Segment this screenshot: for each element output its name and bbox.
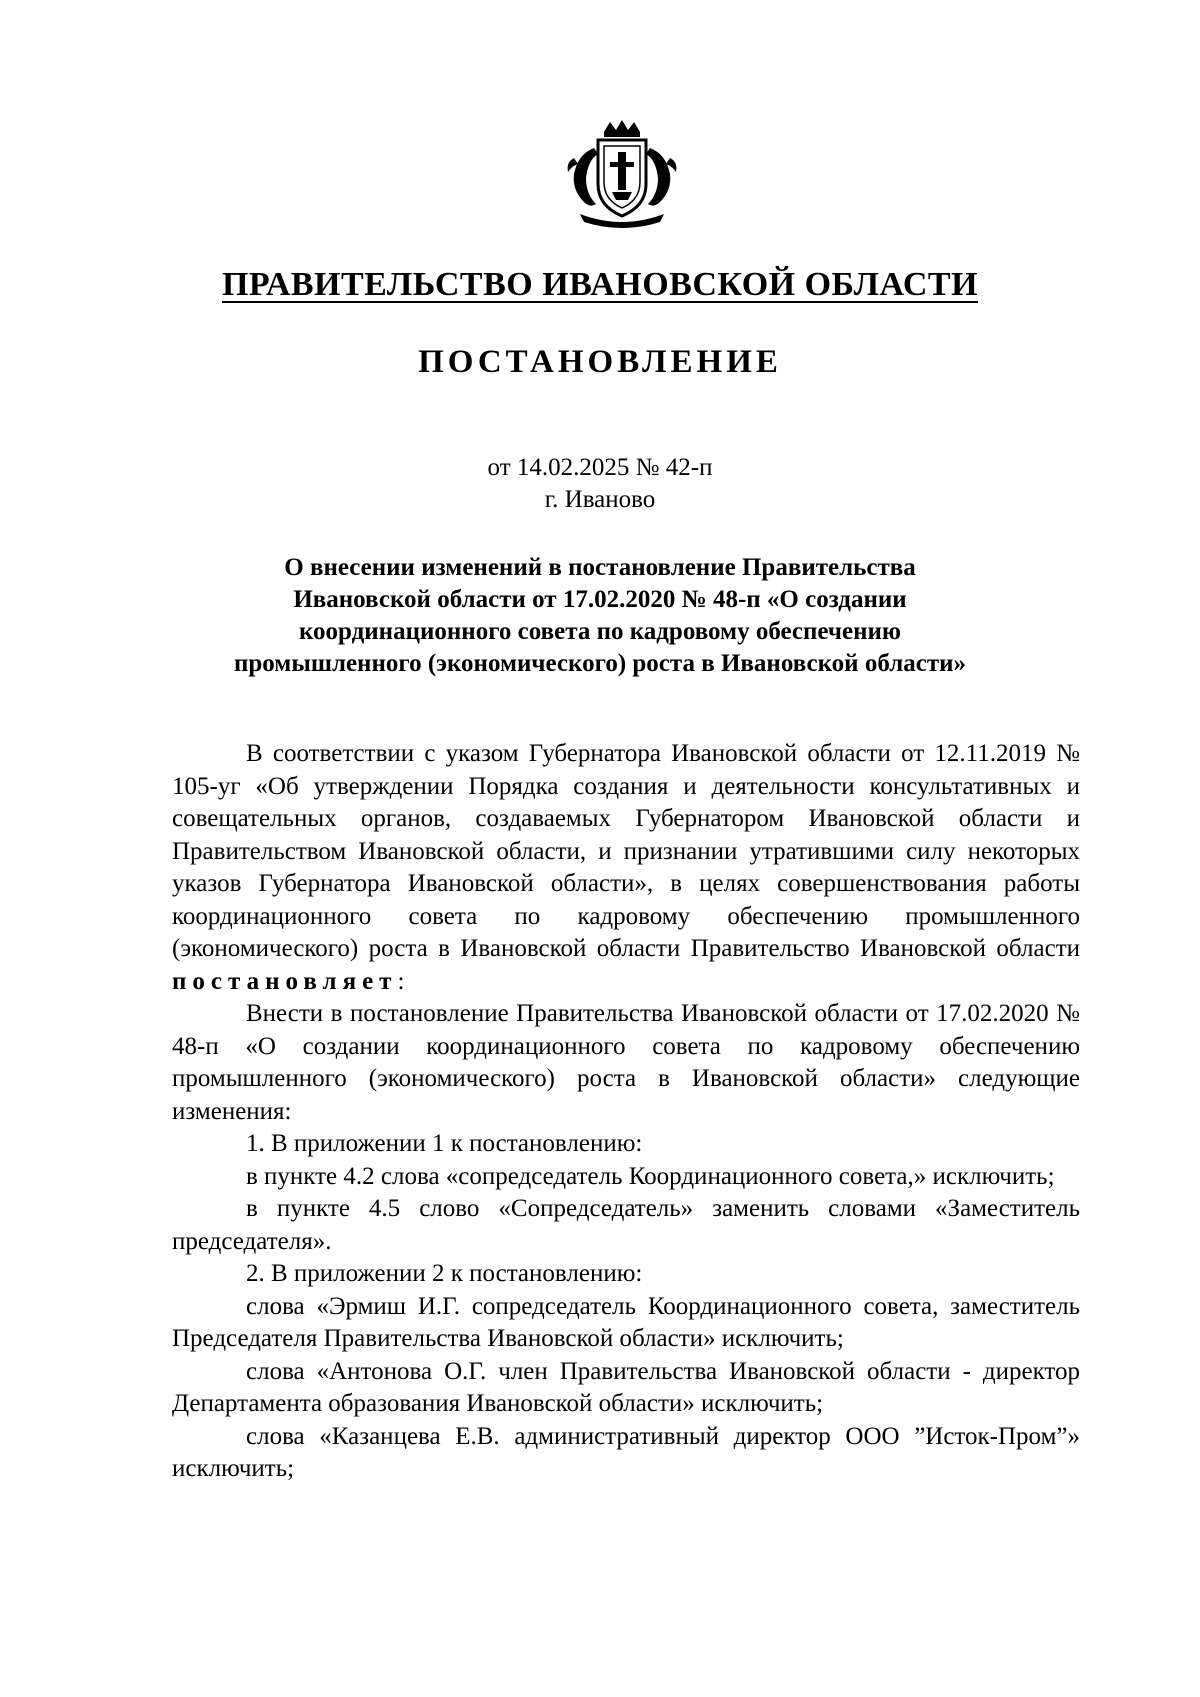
subject-line: О внесении изменений в постановление Правительства	[284, 554, 916, 581]
document-meta	[0, 452, 1200, 516]
ivanovo-coat-of-arms-icon	[560, 118, 684, 230]
government-title-text: ПРАВИТЕЛЬСТВО ИВАНОВСКОЙ ОБЛАСТИ	[221, 266, 979, 303]
government-title	[0, 266, 1200, 304]
body-paragraph: слова «Казанцева Е.В. административный директор ООО ”Исток-Пром”» исключить;	[172, 1422, 1080, 1482]
document-date-number: от 14.02.2025 № 42-п	[487, 454, 713, 481]
resolves-word: постановляет	[172, 967, 398, 995]
preamble-paragraph	[172, 738, 1080, 998]
document-type-title: ПОСТАНОВЛЕНИЕ	[418, 344, 782, 380]
body-paragraph: 2. В приложении 2 к постановлению:	[246, 1260, 643, 1287]
body-paragraph: 1. В приложении 1 к постановлению:	[246, 1130, 643, 1157]
body-paragraph: Внести в постановление Правительства Ивановской области от 17.02.2020 № 48-п «О создании координационного совета по кадровому обеспечению промышленного (экономического) роста в Ивановской области» следующие изменения:	[172, 1000, 1080, 1125]
body-paragraph: слова «Эрмиш И.Г. сопредседатель Координационного совета, заместитель Председателя Правительства Ивановской области» исключить;	[172, 1292, 1080, 1352]
body-paragraph: в пункте 4.2 слова «сопредседатель Координационного совета,» исключить;	[246, 1162, 1055, 1190]
subject-line: Ивановской области от 17.02.2020 № 48-п «О создании	[293, 586, 907, 613]
subject-line: координационного совета по кадровому обеспечению	[298, 618, 901, 645]
body-paragraph: в пункте 4.5 слово «Сопредседатель» заменить словами «Заместитель председателя».	[172, 1195, 1080, 1255]
body-paragraph: слова «Антонова О.Г. член Правительства Ивановской области - директор Департамента образования Ивановской области» исключить;	[172, 1357, 1080, 1417]
document-body	[172, 738, 1080, 1486]
preamble-text: В соответствии с указом Губернатора Ивановской области от 12.11.2019 № 105-уг «Об утверждении Порядка создания и деятельности консультативных и совещательных органов, создаваемых Губернатором Ивановской области и Правительством Ивановской области, и признании утратившими силу некоторых указов Губернатора Ивановской области», в целях совершенствования работы координационного совета по кадровому обеспечению промышленного (экономического) роста в Ивановской области Правительство Ивановской области	[172, 740, 1080, 962]
document-city: г. Иваново	[544, 486, 656, 513]
document-subject	[170, 552, 1030, 680]
subject-line: промышленного (экономического) роста в Ивановской области»	[233, 650, 967, 677]
resolves-tail: :	[397, 967, 405, 995]
